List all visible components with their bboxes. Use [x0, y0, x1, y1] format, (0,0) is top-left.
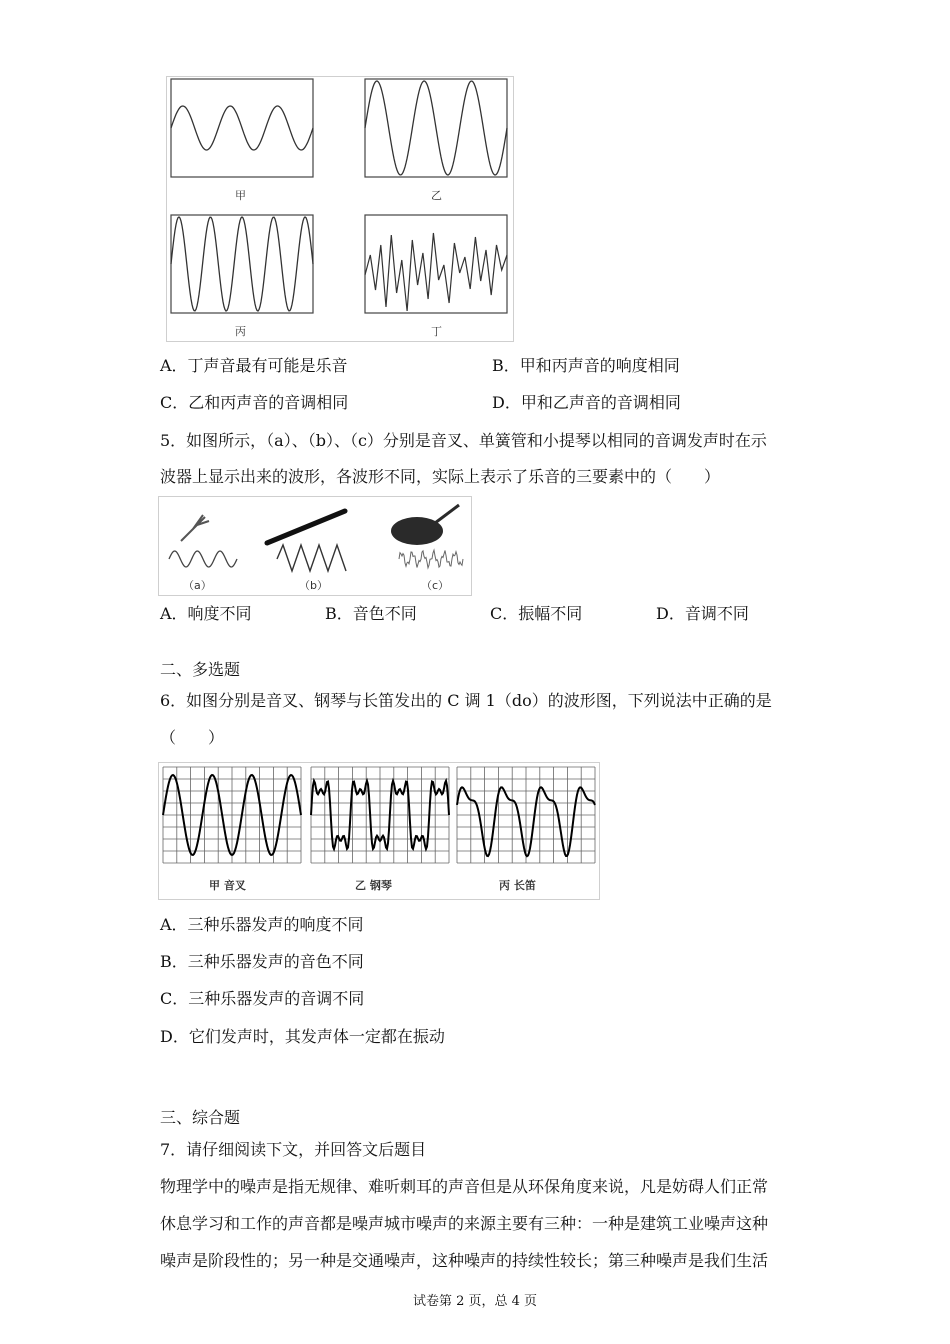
q4-option-d: D．甲和乙声音的音调相同: [492, 393, 681, 412]
section-3-title: 三、综合题: [160, 1108, 241, 1127]
q4-waveform-figure: [167, 77, 513, 341]
q6-label-flute: 丙 长笛: [499, 879, 536, 892]
q5-option-a: A．响度不同: [160, 604, 252, 623]
q6-scope-piano: [311, 767, 449, 863]
q6-figure: [158, 762, 600, 900]
q5-figure: [158, 496, 472, 596]
q5-wave-c: [399, 550, 463, 568]
q6-label-tuning-fork: 甲 音叉: [209, 879, 246, 892]
q4-wave-yi: [365, 81, 507, 175]
q4-option-a: A．丁声音最有可能是乐音: [160, 356, 348, 375]
q5-stem-line1: 5．如图所示，（a）、（b）、（c）分别是音叉、单簧管和小提琴以相同的音调发声时在示: [160, 431, 767, 450]
q4-label-yi: 乙: [431, 189, 442, 202]
q6-scope-tuning-fork: [163, 767, 301, 863]
q4-label-jia: 甲: [235, 189, 246, 202]
q5-label-b: （b）: [299, 579, 328, 592]
q6-stem-line1: 6．如图分别是音叉、钢琴与长笛发出的 C 调 1（do）的波形图，下列说法中正确的是: [160, 691, 772, 710]
q7-paragraph-line-3: 噪声是阶段性的；另一种是交通噪声，这种噪声的持续性较长；第三种噪声是我们生活: [160, 1251, 769, 1270]
q4-wave-jia: [171, 106, 313, 150]
q5-stem-line2: 波器上显示出来的波形，各波形不同，实际上表示了乐音的三要素中的（ ）: [160, 467, 721, 486]
q5-wave-b: [277, 545, 346, 571]
q6-label-piano: 乙 钢琴: [355, 879, 392, 892]
q7-paragraph-line-2: 休息学习和工作的声音都是噪声城市噪声的来源主要有三种：一种是建筑工业噪声这种: [160, 1214, 769, 1233]
q6-option-d: D．它们发声时，其发声体一定都在振动: [160, 1027, 445, 1046]
q4-wave-ding: [365, 233, 507, 311]
tuning-fork-icon: [181, 515, 209, 541]
q5-option-c: C．振幅不同: [490, 604, 583, 623]
violin-neck: [435, 505, 459, 523]
q4-wave-bing: [171, 217, 313, 311]
q5-label-a: （a）: [183, 579, 212, 592]
section-2-title: 二、多选题: [160, 660, 241, 679]
q4-option-b: B．甲和丙声音的响度相同: [492, 356, 680, 375]
q6-stem-line2: （ ）: [160, 728, 225, 747]
q5-option-d: D．音调不同: [656, 604, 749, 623]
q6-option-c: C．三种乐器发声的音调不同: [160, 989, 365, 1008]
q4-label-bing: 丙: [235, 325, 246, 338]
clarinet-icon: [267, 511, 345, 543]
q6-option-b: B．三种乐器发声的音色不同: [160, 952, 364, 971]
q4-figure: [166, 76, 514, 342]
q5-label-c: （c）: [421, 579, 450, 592]
q7-paragraph-line-1: 物理学中的噪声是指无规律、难听刺耳的声音但是从环保角度来说，凡是妨碍人们正常: [160, 1177, 769, 1196]
q5-option-b: B．音色不同: [325, 604, 417, 623]
q6-option-a: A．三种乐器发声的响度不同: [160, 915, 364, 934]
q4-label-ding: 丁: [431, 325, 442, 338]
q5-wave-a: [169, 551, 237, 567]
q6-scope-flute: [457, 767, 595, 863]
page-footer: 试卷第 2 页，总 4 页: [412, 1294, 538, 1309]
q7-stem: 7．请仔细阅读下文，并回答文后题目: [160, 1140, 427, 1159]
q4-option-c: C．乙和丙声音的音调相同: [160, 393, 349, 412]
q4-wave-bing-frame: [171, 215, 313, 313]
